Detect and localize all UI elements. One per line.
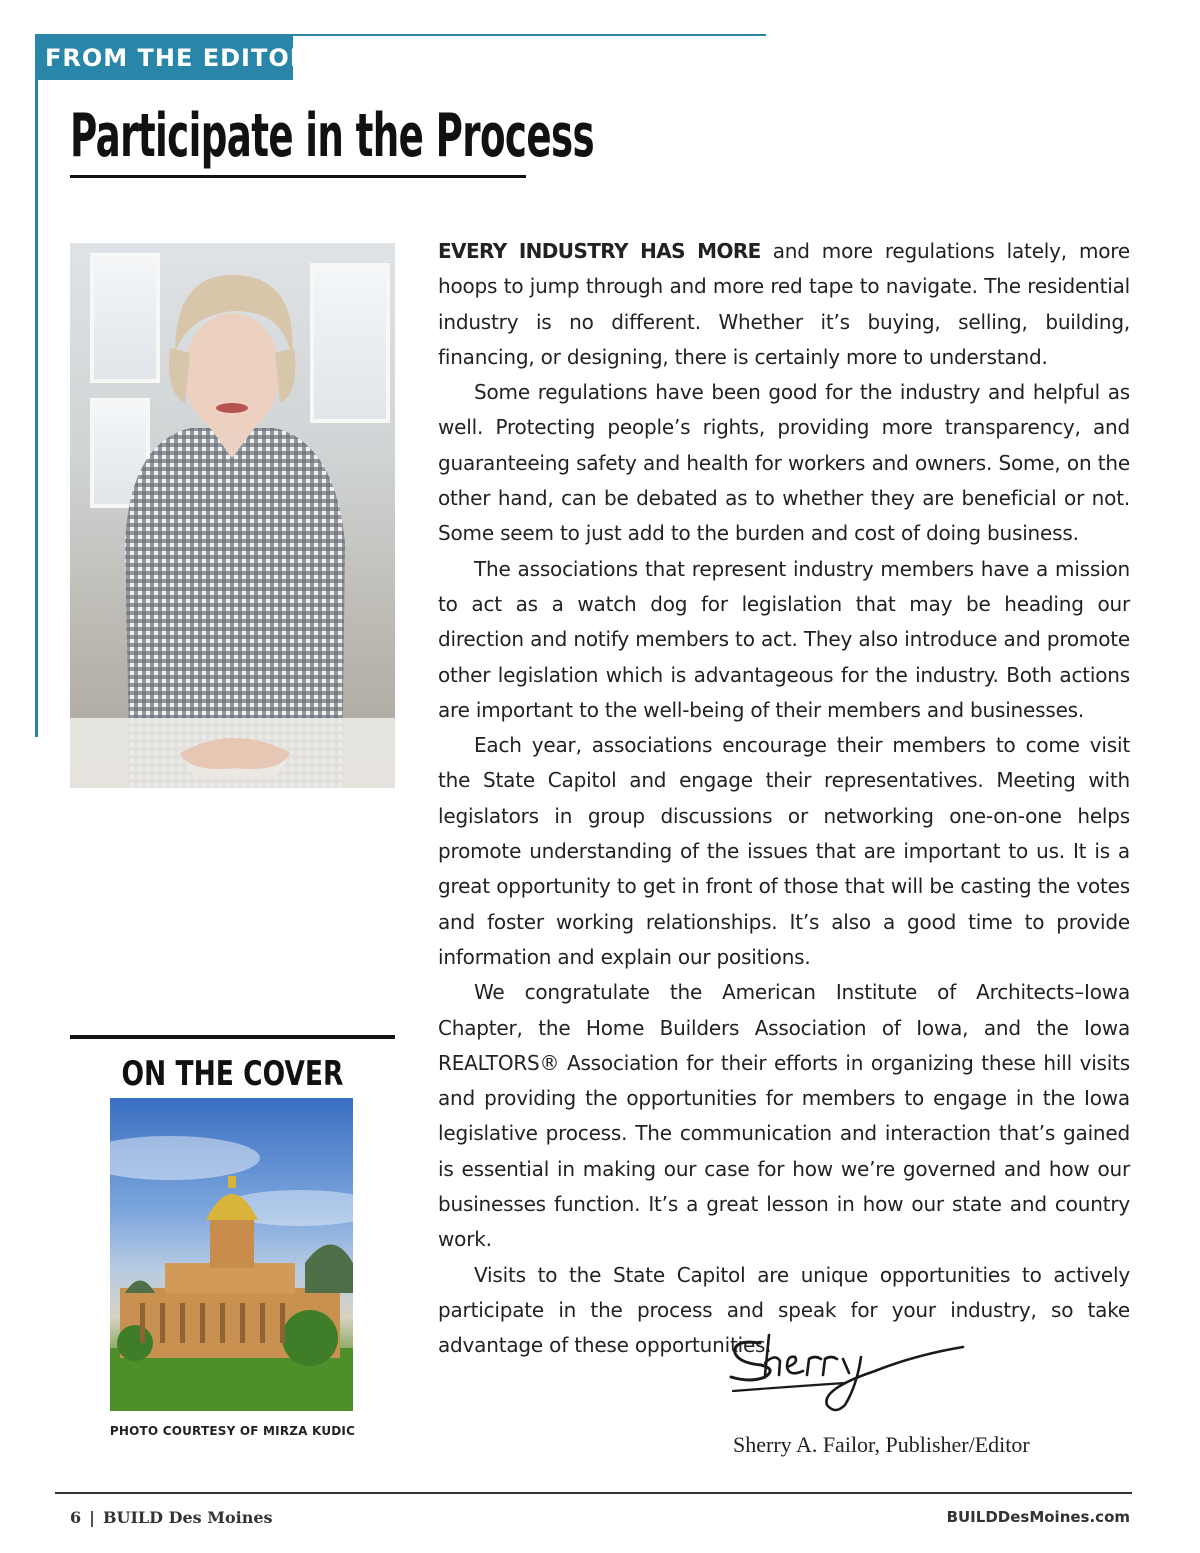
page-title: Participate in the Process: [70, 101, 594, 171]
cover-section-rule: [70, 1035, 395, 1039]
article-paragraph: [438, 234, 1130, 375]
editor-portrait-photo: [70, 243, 395, 788]
article-paragraph: Some regulations have been good for the industry and helpful as well. Protecting people’s rights, providing more transparency, and guaranteeing safety and health for workers and owners. Some, on the other hand, can be debated as to whether they are beneficial or not. Some seem to just add to the burden and cost of doing business.: [438, 380, 1130, 546]
footer-website-link[interactable]: BUILDDesMoines.com: [946, 1508, 1130, 1526]
footer-rule: [55, 1492, 1132, 1494]
article-paragraph-text: and more regulations lately, more hoops to jump through and more red tape to navigate. The residential industry is no different. Whether it’s buying, selling, building, financing, or designing, there is certainly more to understand.: [438, 239, 1130, 369]
cover-section-title: ON THE COVER: [121, 1054, 344, 1094]
article-paragraph: We congratulate the American Institute of Architects–Iowa Chapter, the Home Builders Association of Iowa, and the Iowa REALTORS® Association for their efforts in organizing these hill visits and providing the opportunities for members to engage in the Iowa legislative process. The communication and interaction that’s gained is essential in making our case for how we’re governed and how our businesses function. It’s a great lesson in how our state and country work.: [438, 980, 1130, 1252]
photo-credit: PHOTO COURTESY OF MIRZA KUDIC: [109, 1424, 356, 1438]
article-paragraph: The associations that represent industry members have a mission to act as a watch dog for legislation that may be heading our direction and notify members to act. They also introduce and promote other legislation which is advantageous for the industry. Both actions are important to the well-being of their members and businesses.: [438, 556, 1130, 722]
article-paragraph: Visits to the State Capitol are unique opportunities to actively participate in the process and speak for your industry, so take advantage of these opportunities.: [438, 1262, 1130, 1358]
publication-name: BUILD Des Moines: [102, 1508, 273, 1527]
footer-folio: [70, 1508, 273, 1527]
frame-left-line: [35, 34, 38, 737]
cover-capitol-photo: [110, 1098, 353, 1411]
title-underline: [70, 175, 526, 178]
article-body: [438, 234, 1130, 1364]
article-paragraph: Each year, associations encourage their members to come visit the State Capitol and engage their representatives. Meeting with legislators in group discussions or networking one-on-one helps promote understanding of the issues that are important to us. It is a great opportunity to get in front of those that will be casting the votes and foster working relationships. It’s also a good time to provide information and explain our positions.: [438, 733, 1130, 969]
page-number: 6: [70, 1508, 82, 1527]
footer-separator: |: [89, 1508, 95, 1527]
editor-name-title: Sherry A. Failor, Publisher/Editor: [733, 1432, 1030, 1457]
section-tag: FROM THE EDITOR: [35, 36, 293, 80]
handwritten-signature: [725, 1325, 970, 1415]
article-lead-in: EVERY INDUSTRY HAS MORE: [438, 239, 761, 263]
